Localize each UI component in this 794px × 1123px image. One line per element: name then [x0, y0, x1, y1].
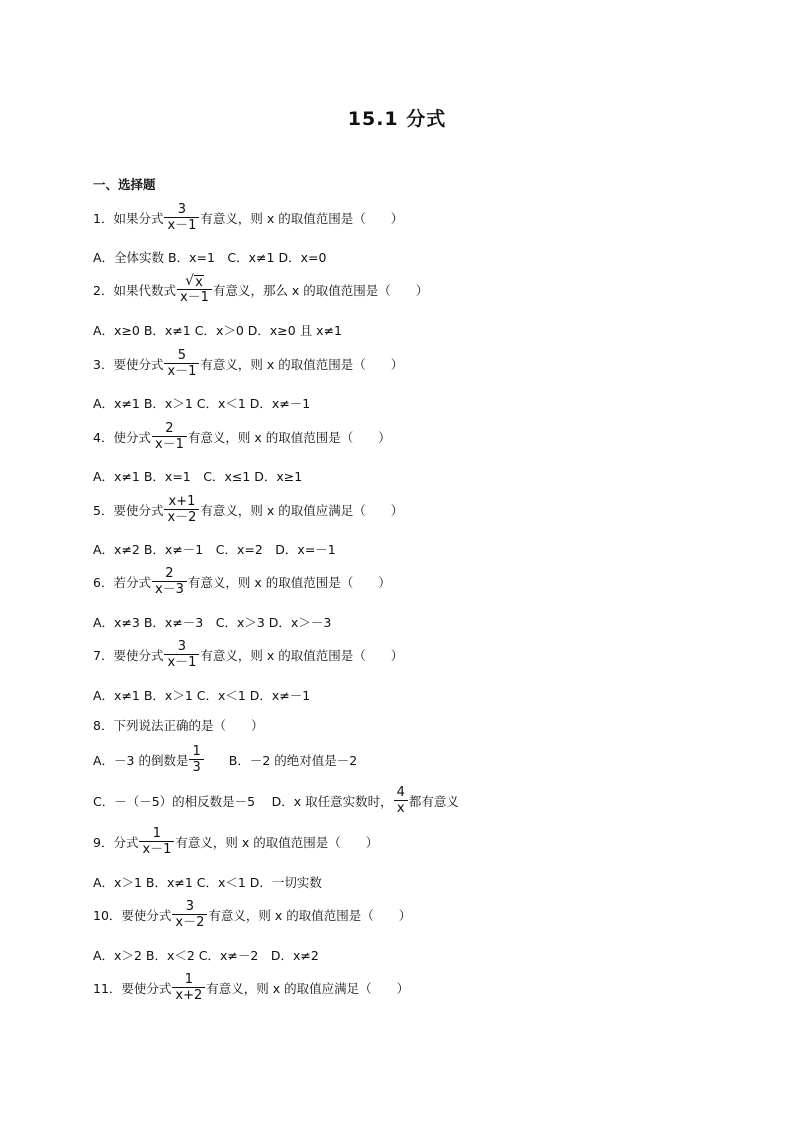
question-text: 2．如果代数式 [93, 282, 176, 298]
answers-3: A．x≠1 B．x＞1 C．x＜1 D．x≠－1 [93, 396, 311, 411]
question-8: 8．下列说法正确的是（ ） [93, 718, 264, 733]
question-text: 11．要使分式 [93, 980, 172, 996]
denominator: x－1 [177, 289, 212, 305]
numerator: 4 [396, 785, 405, 800]
fraction [139, 826, 174, 857]
question-text: 9．分式 [93, 834, 139, 850]
question-3 [93, 348, 403, 379]
numerator: 2 [165, 421, 174, 436]
question-9 [93, 826, 378, 857]
answers-5: A．x≠2 B．x≠－1 C．x=2 D．x=－1 [93, 542, 336, 557]
denominator: x－2 [172, 914, 207, 930]
numerator: 1 [152, 826, 162, 841]
numerator: 3 [177, 639, 187, 654]
numerator [182, 274, 207, 289]
numerator: 3 [177, 202, 187, 217]
denominator: x－1 [164, 654, 199, 670]
denominator: x－1 [152, 436, 187, 452]
section-heading: 一、选择题 [93, 177, 156, 192]
fraction [152, 566, 187, 597]
fraction [164, 348, 199, 379]
answer-text: C．－（－5）的相反数是－5 D．x 取任意实数时， [93, 793, 393, 809]
fraction [172, 899, 207, 930]
question-text: 有意义，则 x 的取值范围是（ ） [208, 907, 412, 923]
denominator: x－1 [139, 841, 174, 857]
denominator: x－1 [164, 363, 199, 379]
fraction [172, 972, 205, 1003]
question-2 [93, 274, 428, 305]
question-text: 有意义，则 x 的取值范围是（ ） [187, 429, 391, 445]
answer-text: B．－2 的绝对值是－2 [228, 752, 358, 768]
question-text: 6．若分式 [93, 574, 151, 590]
answers-8-ab [93, 744, 357, 775]
fraction [164, 202, 199, 233]
question-text: 有意义，那么 x 的取值范围是（ ） [212, 282, 429, 298]
question-7 [93, 639, 403, 670]
question-text: 4．使分式 [93, 429, 151, 445]
denominator: x－3 [152, 581, 187, 597]
square-root [185, 274, 204, 289]
question-text: 1．如果分式 [93, 210, 164, 226]
answers-7: A．x≠1 B．x＞1 C．x＜1 D．x≠－1 [93, 688, 311, 703]
answers-6: A．x≠3 B．x≠－3 C．x＞3 D．x＞－3 [93, 615, 332, 630]
question-text: 10．要使分式 [93, 907, 172, 923]
answers-10: A．x＞2 B．x＜2 C．x≠－2 D．x≠2 [93, 948, 319, 963]
fraction [177, 274, 212, 305]
fraction [164, 494, 199, 525]
answers-1: A．全体实数 B．x=1 C．x≠1 D．x=0 [93, 250, 327, 265]
numerator: x+1 [168, 494, 196, 509]
fraction [152, 421, 187, 452]
question-5 [93, 494, 403, 525]
answers-8-cd [93, 785, 459, 816]
answer-text: 都有意义 [408, 793, 459, 809]
question-text: 有意义，则 x 的取值应满足（ ） [206, 980, 410, 996]
question-6 [93, 566, 391, 597]
answer-text: A．－3 的倒数是 [93, 752, 189, 768]
question-text: 有意义，则 x 的取值范围是（ ） [175, 834, 379, 850]
radicand: x [195, 275, 203, 290]
question-text: 7．要使分式 [93, 647, 164, 663]
question-text: 有意义，则 x 的取值范围是（ ） [200, 210, 404, 226]
denominator: x [394, 800, 408, 816]
question-11 [93, 972, 409, 1003]
page-title: 15.1 分式 [347, 108, 447, 130]
numerator: 5 [177, 348, 187, 363]
denominator: x－2 [164, 509, 199, 525]
numerator: 1 [184, 972, 193, 987]
question-1 [93, 202, 403, 233]
fraction [164, 639, 199, 670]
fraction [394, 785, 408, 816]
question-4 [93, 421, 391, 452]
answers-2: A．x≥0 B．x≠1 C．x＞0 D．x≥0 且 x≠1 [93, 323, 342, 338]
answers-9: A．x＞1 B．x≠1 C．x＜1 D．一切实数 [93, 875, 322, 890]
answers-4: A．x≠1 B．x=1 C．x≤1 D．x≥1 [93, 469, 303, 484]
numerator: 1 [192, 744, 201, 759]
question-text: 有意义，则 x 的取值范围是（ ） [200, 647, 404, 663]
radical-sign: √ [185, 273, 195, 289]
question-text: 有意义，则 x 的取值范围是（ ） [187, 574, 391, 590]
denominator: x－1 [164, 217, 199, 233]
numerator: 3 [185, 899, 195, 914]
question-text: 5．要使分式 [93, 502, 164, 518]
numerator: 2 [165, 566, 174, 581]
question-text: 有意义，则 x 的取值范围是（ ） [200, 356, 404, 372]
denominator: 3 [189, 759, 203, 775]
question-text: 有意义，则 x 的取值应满足（ ） [200, 502, 404, 518]
question-10 [93, 899, 411, 930]
denominator: x+2 [172, 987, 205, 1003]
question-text: 3．要使分式 [93, 356, 164, 372]
fraction [189, 744, 203, 775]
